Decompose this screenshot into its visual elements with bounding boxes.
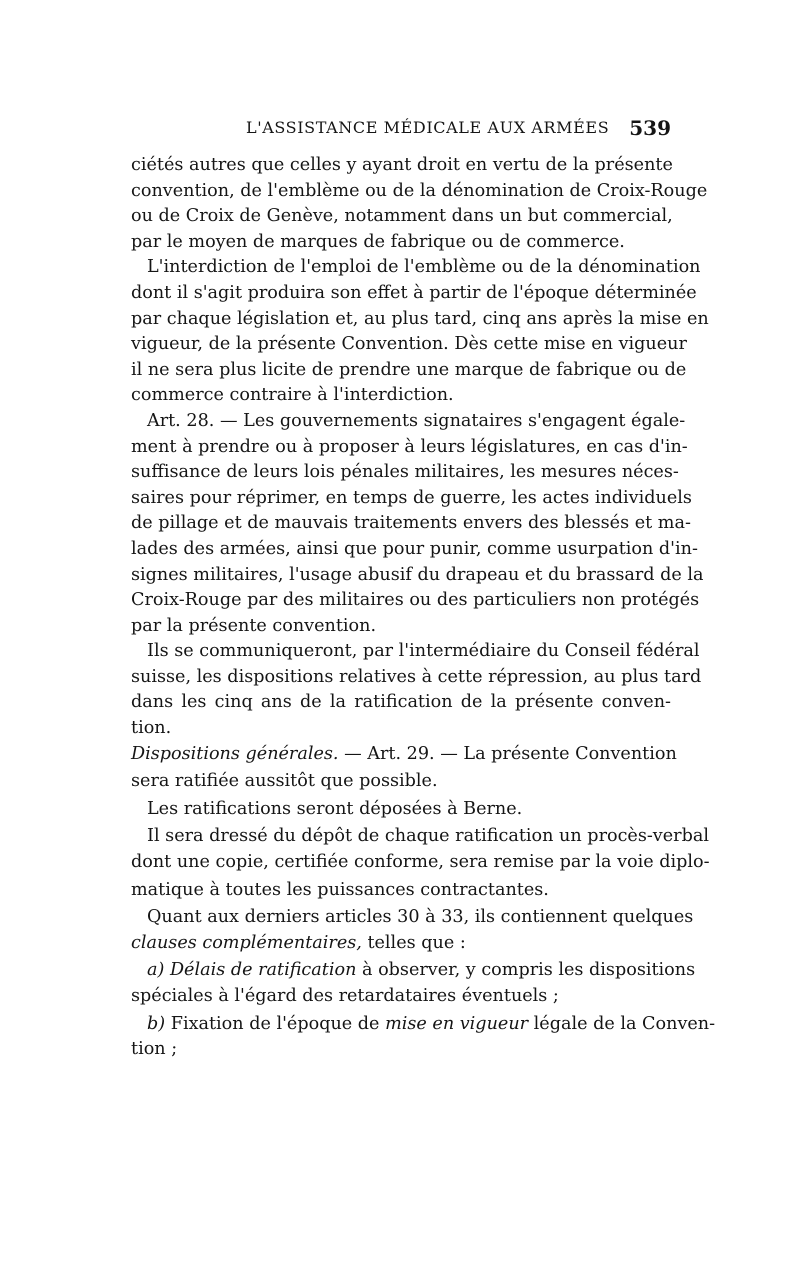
text-segment: ciétés autres que celles y ayant droit en vertu de la présente xyxy=(131,155,673,175)
text-segment: ou de Croix de Genève, notamment dans un but commercial, xyxy=(131,206,673,227)
page-number: 539 xyxy=(629,116,671,140)
text-segment: spéciales à l'égard des retardataires éventuels ; xyxy=(131,986,559,1006)
text-segment: sera ratifiée aussitôt que possible. xyxy=(131,771,438,792)
text-line xyxy=(131,230,671,256)
text-segment: tion. xyxy=(131,718,172,739)
text-line xyxy=(131,153,671,179)
text-line xyxy=(131,797,671,823)
text-line xyxy=(131,905,694,931)
text-segment: dans les cinq ans de la ratification de la présente conven- xyxy=(131,692,671,713)
text-line xyxy=(131,179,708,205)
text-line xyxy=(131,769,671,795)
text-line xyxy=(131,984,671,1010)
text-line xyxy=(131,1037,671,1063)
text-segment: Fixation de l'époque de xyxy=(170,1013,386,1034)
text-segment: par le moyen de marques de fabrique ou de commerce. xyxy=(131,231,625,252)
text-segment: Quant aux derniers articles 30 à 33, ils contiennent quelques xyxy=(147,907,694,928)
italic-text: a) xyxy=(147,960,170,981)
text-segment: par la présente convention. xyxy=(131,615,377,636)
text-line xyxy=(131,614,671,640)
text-line xyxy=(131,332,687,358)
text-line xyxy=(131,460,679,486)
text-line xyxy=(131,383,671,409)
text-line xyxy=(131,850,710,876)
text-segment: légale de la Conven- xyxy=(528,1013,716,1034)
text-segment: par chaque législation et, au plus tard, cinq ans après la mise en xyxy=(131,308,709,329)
text-line xyxy=(131,511,691,537)
running-header xyxy=(131,116,671,140)
text-line xyxy=(131,716,671,742)
text-line xyxy=(131,281,697,307)
text-segment: suffisance de leurs lois pénales militaires, les mesures néces- xyxy=(131,462,679,483)
text-line xyxy=(131,742,677,768)
text-segment: commerce contraire à l'interdiction. xyxy=(131,385,454,406)
text-segment: telles que : xyxy=(361,932,466,953)
text-segment: matique à toutes les puissances contractantes. xyxy=(131,879,549,900)
text-line xyxy=(131,931,671,957)
body-text xyxy=(131,153,716,1063)
text-line xyxy=(131,588,700,614)
text-line xyxy=(131,204,671,230)
text-line xyxy=(131,409,686,435)
italic-text: Dispositions générales. xyxy=(131,743,339,764)
text-segment: Ils se communiqueront, par l'intermédiaire du Conseil fédéral xyxy=(147,641,700,662)
text-segment: dont une copie, certifiée conforme, sera remise par la voie diplo- xyxy=(131,852,710,873)
text-line xyxy=(131,537,698,563)
text-line xyxy=(131,1012,716,1038)
text-segment: ment à prendre ou à proposer à leurs législatures, en cas d'in- xyxy=(131,436,688,457)
text-line xyxy=(131,358,687,384)
text-line xyxy=(131,639,700,665)
text-line xyxy=(131,958,696,984)
text-line xyxy=(131,665,702,691)
text-line xyxy=(131,486,692,512)
running-title: L'ASSISTANCE MÉDICALE AUX ARMÉES xyxy=(246,118,610,137)
text-line xyxy=(131,690,671,716)
text-segment: Les ratifications seront déposées à Berne. xyxy=(147,798,523,819)
text-segment: suisse, les dispositions relatives à cette répression, au plus tard xyxy=(131,666,702,687)
text-segment: signes militaires, l'usage abusif du drapeau et du brassard de la xyxy=(131,564,704,585)
text-line xyxy=(131,307,709,333)
text-segment: vigueur, de la présente Convention. Dès cette mise en vigueur xyxy=(131,334,687,355)
text-segment: Croix-Rouge par des militaires ou des particuliers non protégés xyxy=(131,590,700,611)
text-segment: convention, de l'emblème ou de la dénomination de Croix-Rouge xyxy=(131,180,708,201)
italic-text: Délais de ratification xyxy=(169,960,357,981)
text-segment: Art. 28. — Les gouvernements signataires s'engagent égale- xyxy=(147,410,686,431)
text-line xyxy=(131,824,709,850)
text-segment: dont il s'agit produira son effet à partir de l'époque déterminée xyxy=(131,282,697,303)
italic-text: mise en vigueur xyxy=(385,1013,529,1034)
text-segment: — Art. 29. — La présente Convention xyxy=(338,743,677,764)
italic-text: b) xyxy=(147,1013,171,1034)
text-segment: saires pour réprimer, en temps de guerre, les actes individuels xyxy=(131,487,692,508)
text-segment: à observer, y compris les dispositions xyxy=(356,960,696,981)
text-line xyxy=(131,255,701,281)
text-segment: de pillage et de mauvais traitements envers des blessés et ma- xyxy=(131,513,691,534)
text-segment: tion ; xyxy=(131,1039,178,1060)
text-segment: lades des armées, ainsi que pour punir, comme usurpation d'in- xyxy=(131,538,698,559)
text-segment: Il sera dressé du dépôt de chaque ratification un procès-verbal xyxy=(147,826,709,847)
text-line xyxy=(131,878,671,904)
text-segment: il ne sera plus licite de prendre une marque de fabrique ou de xyxy=(131,359,687,380)
text-line xyxy=(131,563,704,589)
italic-text: clauses complémentaires, xyxy=(131,932,362,953)
text-line xyxy=(131,435,688,461)
text-segment: L'interdiction de l'emploi de l'emblème ou de la dénomination xyxy=(147,257,701,278)
